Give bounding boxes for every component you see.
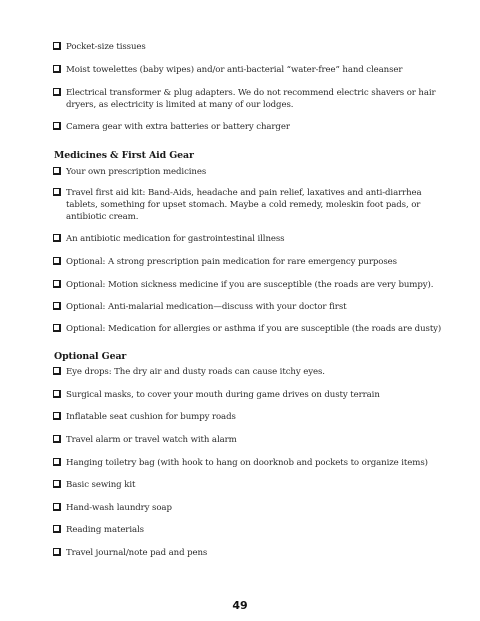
checklist-item	[66, 301, 436, 313]
checklist-item-text: Optional: Anti-malarial medication—discuss with your doctor first	[66, 302, 347, 312]
checklist-item-text: Travel journal/note pad and pens	[66, 548, 208, 558]
checkbox[interactable]	[53, 167, 61, 175]
checkbox[interactable]	[53, 390, 61, 398]
checklist-item-text: Moist towelettes (baby wipes) and/or anti-bacterial “water-free” hand cleanser	[66, 65, 403, 75]
checklist-item-text: Hanging toiletry bag (with hook to hang on doorknob and pockets to organize items)	[66, 458, 428, 468]
section-heading-optional: Optional Gear	[54, 351, 127, 362]
checklist-item	[66, 411, 436, 423]
checklist-item	[66, 166, 436, 178]
checklist-item	[66, 524, 436, 536]
checklist-item	[66, 434, 436, 446]
page-number: 49	[232, 599, 248, 612]
checklist-item-text: Your own prescription medicines	[66, 167, 207, 177]
checkbox[interactable]	[53, 42, 61, 50]
checkbox[interactable]	[53, 280, 61, 288]
checklist-item	[66, 256, 436, 268]
checkbox[interactable]	[53, 65, 61, 73]
section-heading-medicines: Medicines & First Aid Gear	[54, 150, 194, 161]
checklist-item-text: Inflatable seat cushion for bumpy roads	[66, 412, 236, 422]
checklist-item-text: Surgical masks, to cover your mouth during game drives on dusty terrain	[66, 390, 380, 400]
checklist-item-text: Camera gear with extra batteries or battery charger	[66, 122, 290, 132]
checklist-item-text: Hand-wash laundry soap	[66, 503, 172, 513]
checklist-item-text: Optional: Medication for allergies or asthma if you are susceptible (the roads are dusty)	[66, 324, 442, 334]
checkbox[interactable]	[53, 88, 61, 96]
checklist-item	[66, 479, 436, 491]
checklist-item	[66, 366, 436, 378]
checklist-item	[66, 457, 446, 469]
checklist-item-text: Travel alarm or travel watch with alarm	[66, 435, 237, 445]
checkbox[interactable]	[53, 458, 61, 466]
checklist-item-text: Eye drops: The dry air and dusty roads can cause itchy eyes.	[66, 367, 325, 377]
checklist-item-text: Reading materials	[66, 525, 144, 535]
checkbox[interactable]	[53, 480, 61, 488]
checklist-item	[66, 389, 436, 401]
checklist-item	[66, 121, 436, 133]
checkbox[interactable]	[53, 257, 61, 265]
checklist-item	[66, 323, 446, 335]
checklist-item-text: Optional: A strong prescription pain medication for rare emergency purposes	[66, 257, 397, 267]
checklist-item	[66, 502, 436, 514]
checklist-item	[66, 233, 436, 245]
checklist-item-text: Basic sewing kit	[66, 480, 136, 490]
checkbox[interactable]	[53, 302, 61, 310]
checklist-item-text: Travel first aid kit: Band-Aids, headache and pain relief, laxatives and anti-diarrhea tablets, something for upset stomach. Maybe a cold remedy, moleskin foot pads, or antibiotic cream.	[66, 188, 422, 222]
checklist-item	[66, 279, 436, 291]
checklist-item-text: Electrical transformer & plug adapters. We do not recommend electric shavers or hair dryers, as electricity is limited at many of our lodges.	[66, 88, 436, 110]
checkbox[interactable]	[53, 525, 61, 533]
checkbox[interactable]	[53, 234, 61, 242]
checklist-item-text: Optional: Motion sickness medicine if you are susceptible (the roads are very bumpy).	[66, 280, 434, 290]
checklist-item	[66, 547, 436, 559]
checklist-item	[66, 87, 436, 111]
checklist-item-text: Pocket-size tissues	[66, 42, 146, 52]
checkbox[interactable]	[53, 503, 61, 511]
checklist-item	[66, 41, 436, 53]
checkbox[interactable]	[53, 188, 61, 196]
checklist-item	[66, 187, 436, 223]
checkbox[interactable]	[53, 412, 61, 420]
checklist-item	[66, 64, 436, 76]
checkbox[interactable]	[53, 435, 61, 443]
checkbox[interactable]	[53, 367, 61, 375]
checklist-item-text: An antibiotic medication for gastrointestinal illness	[66, 234, 285, 244]
checkbox[interactable]	[53, 548, 61, 556]
checkbox[interactable]	[53, 122, 61, 130]
checkbox[interactable]	[53, 324, 61, 332]
